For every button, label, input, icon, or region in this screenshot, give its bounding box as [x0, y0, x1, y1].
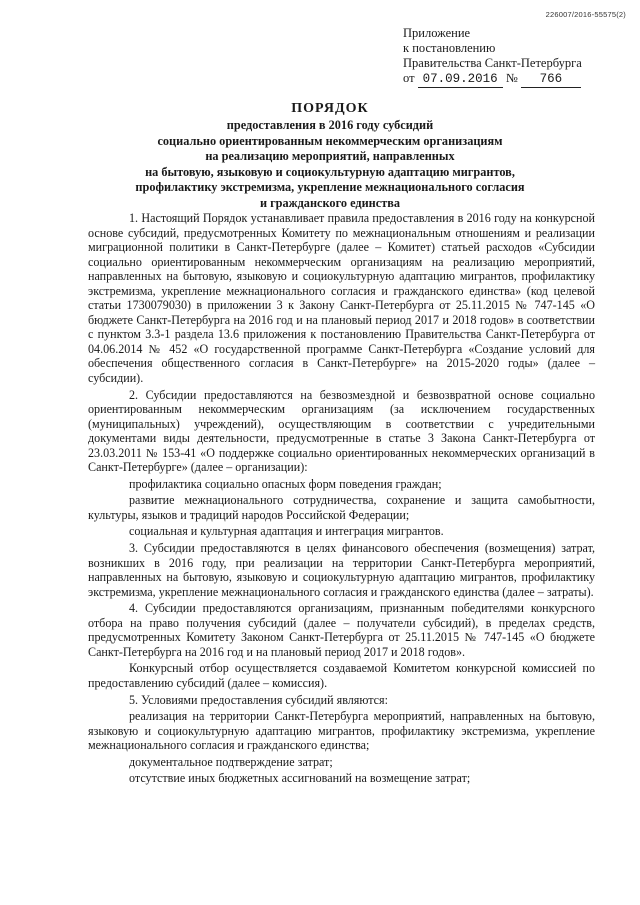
list-item: документальное подтверждение затрат;: [129, 754, 333, 769]
document-code: 226007/2016-55575(2): [545, 10, 626, 19]
from-label: от: [403, 71, 415, 85]
document-title: ПОРЯДОК: [291, 101, 369, 116]
paragraph-3: 3. Субсидии предоставляются в целях финансового обеспечения (возмещения) затрат, возникших в 2016 году, при реализации на территории Санкт-Петербурга мероприятий, направленных на бытовую, языковую и социокультурную адаптацию мигрантов, профилактику экстремизма, укрепление межнационального согласия и гражданского единства (далее – затраты).: [88, 541, 595, 599]
appendix-block: [403, 26, 618, 88]
document-body: [88, 211, 595, 786]
paragraph-2: 2. Субсидии предоставляются на безвозмездной и безвозвратной основе социально ориентированным некоммерческим организациям (за исключением государственных (муниципальных) учреждений), осуществляющим в соответствии с учредительными документами виды деятельности, предусмотренные в статье 3 Закона Санкт-Петербурга от 23.03.2011 № 153-41 «О поддержке социально ориентированных некоммерческих организаций в Санкт-Петербурге» (далее – организации):: [88, 387, 595, 475]
appendix-line-2: к постановлению: [403, 41, 496, 55]
subtitle-line: предоставления в 2016 году субсидий: [226, 118, 434, 132]
resolution-number: 766: [521, 72, 581, 88]
appendix-date-line: [403, 71, 618, 88]
list-item: социальная и культурная адаптация и интеграция мигрантов.: [129, 524, 444, 539]
paragraph-5: 5. Условиями предоставления субсидий являются:: [129, 692, 388, 707]
list-item: развитие межнационального сотрудничества, сохранение и защита самобытности, культуры, языков и традиций народов Российской Федерации;: [88, 493, 595, 522]
number-sign: №: [505, 71, 518, 85]
list-item: профилактика социально опасных форм поведения граждан;: [129, 476, 442, 491]
paragraph-1: 1. Настоящий Порядок устанавливает правила предоставления в 2016 году на конкурсной основе субсидий, предусмотренных Комитету по межнациональным отношениям и реализации миграционной политики в Санкт-Петербурге (далее – Комитет) статьей расходов «Субсидии социально ориентированным некоммерческим организациям на реализацию мероприятий, направленных на бытовую, языковую и социокультурную адаптацию мигрантов, профилактику экстремизма, укрепление межнационального согласия и гражданского единства» (код целевой статьи 1730079030) в приложении 3 к Закону Санкт-Петербурга от 25.11.2015 № 747-145 «О бюджете Санкт-Петербурга на 2016 год и на плановый период 2017 и 2018 годов» в соответствии с пунктом 3.3-1 раздела 13.6 приложения к постановлению Правительства Санкт-Петербурга от 04.06.2014 № 452 «О государственной программе Санкт-Петербурга «Создание условий для обеспечения общественного согласия в Санкт-Петербурге» на 2015-2020 годы» (далее – субсидии).: [88, 211, 595, 386]
subtitle-line: профилактику экстремизма, укрепление межнационального согласия: [135, 180, 525, 195]
list-item: реализация на территории Санкт-Петербурга мероприятий, направленных на бытовую, языковую и социокультурную адаптацию мигрантов, профилактику экстремизма, укрепление межнационального согласия и гражданского единства;: [88, 709, 595, 753]
appendix-line-3: Правительства Санкт-Петербурга: [403, 56, 582, 70]
paragraph-4: 4. Субсидии предоставляются организациям, признанным победителями конкурсного отбора на право получения субсидий (далее – получатели субсидий), в пределах средств, предусмотренных Комитету Законом Санкт-Петербурга от 25.11.2015 № 747-145 «О бюджете Санкт-Петербурга на 2016 год и на плановый период 2017 и 2018 годов».: [88, 601, 595, 659]
resolution-date: 07.09.2016: [418, 72, 503, 88]
document-heading: [80, 100, 580, 212]
subtitle-line: и гражданского единства: [259, 195, 401, 210]
appendix-line-1: Приложение: [403, 26, 471, 40]
subtitle-line: на бытовую, языковую и социокультурную адаптацию мигрантов,: [145, 164, 515, 179]
subtitle-line: на реализацию мероприятий, направленных: [205, 149, 455, 164]
subtitle-line: социально ориентированным некоммерческим организациям: [157, 133, 503, 148]
list-item: отсутствие иных бюджетных ассигнований на возмещение затрат;: [129, 771, 471, 786]
paragraph-commission: Конкурсный отбор осуществляется создаваемой Комитетом конкурсной комиссией по предоставлению субсидий (далее – комиссия).: [88, 661, 595, 690]
